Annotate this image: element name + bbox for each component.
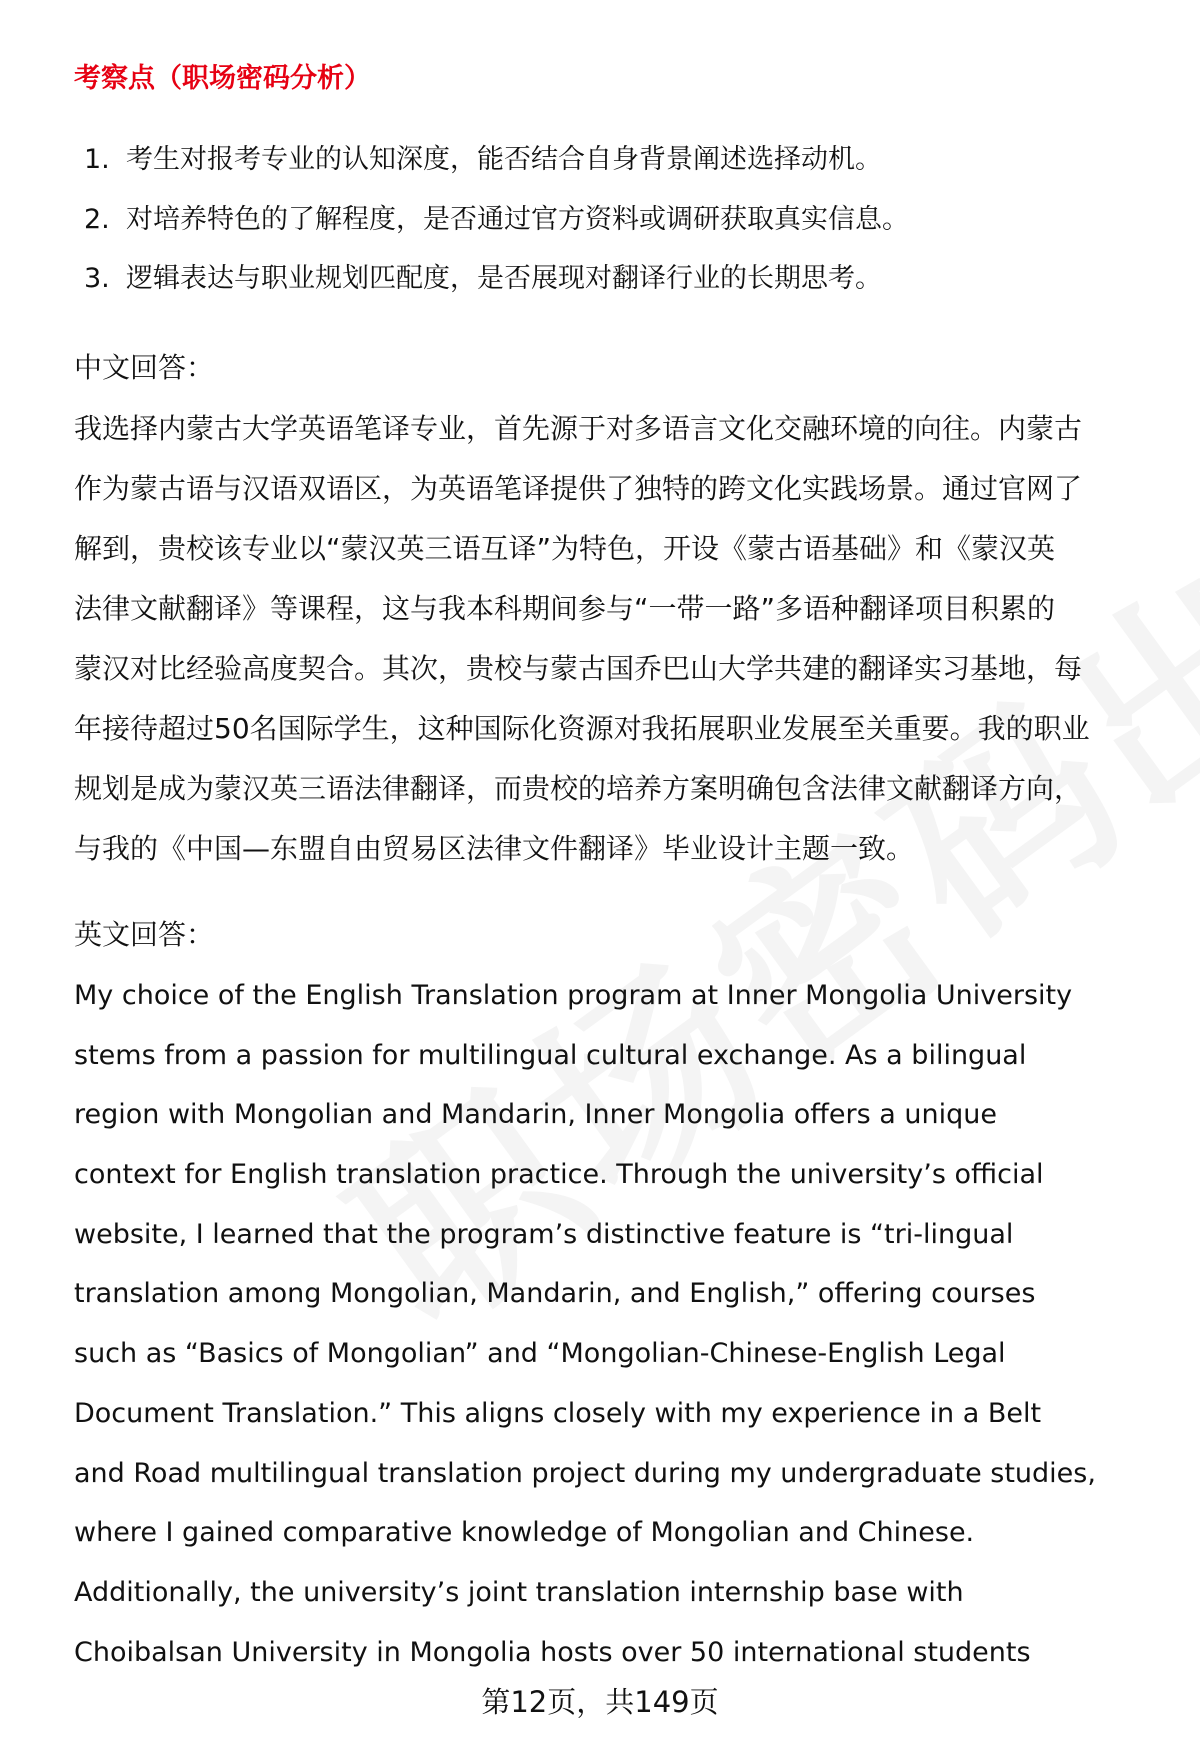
paragraph-line: translation among Mongolian, Mandarin, and English,” offering courses: [74, 1278, 1036, 1310]
list-item: [84, 249, 909, 309]
paragraph-line: 我选择内蒙古大学英语笔译专业，首先源于对多语言文化交融环境的向往。内蒙古: [74, 412, 1083, 445]
paragraph-line: where I gained comparative knowledge of Mongolian and Chinese.: [74, 1517, 975, 1549]
key-points-list: [84, 130, 909, 309]
paragraph-line: 年接待超过50名国际学生，这种国际化资源对我拓展职业发展至关重要。我的职业: [74, 712, 1090, 745]
paragraph-line: 作为蒙古语与汉语双语区，为英语笔译提供了独特的跨文化实践场景。通过官网了: [74, 472, 1083, 505]
list-item-text: 对培养特色的了解程度，是否通过官方资料或调研获取真实信息。: [126, 203, 909, 235]
paragraph-line: 解到，贵校该专业以“蒙汉英三语互译”为特色，开设《蒙古语基础》和《蒙汉英: [74, 532, 1056, 565]
english-answer-paragraph: [74, 966, 1164, 1682]
paragraph-line: 法律文献翻译》等课程，这与我本科期间参与“一带一路”多语种翻译项目积累的: [74, 592, 1056, 625]
chinese-answer-label: 中文回答：: [74, 351, 215, 384]
list-item-text: 逻辑表达与职业规划匹配度，是否展现对翻译行业的长期思考。: [126, 263, 882, 294]
list-number: 1.: [84, 144, 110, 175]
paragraph-line: such as “Basics of Mongolian” and “Mongolian-Chinese-English Legal: [74, 1338, 1006, 1370]
paragraph-line: Document Translation.” This aligns closely with my experience in a Belt: [74, 1397, 1042, 1429]
paragraph-line: stems from a passion for multilingual cultural exchange. As a bilingual: [74, 1039, 1027, 1071]
paragraph-line: Additionally, the university’s joint translation internship base with: [74, 1576, 964, 1608]
paragraph-line: 规划是成为蒙汉英三语法律翻译，而贵校的培养方案明确包含法律文献翻译方向，: [74, 772, 1083, 805]
list-item: [84, 190, 909, 250]
paragraph-line: Choibalsan University in Mongolia hosts over 50 international students: [74, 1636, 1031, 1668]
chinese-answer-paragraph: [74, 399, 1154, 879]
list-item: [84, 130, 909, 190]
list-number: 3.: [84, 263, 110, 294]
paragraph-line: website, I learned that the program’s distinctive feature is “tri-lingual: [74, 1218, 1014, 1250]
paragraph-line: 与我的《中国—东盟自由贸易区法律文件翻译》毕业设计主题一致。: [74, 832, 915, 865]
list-number: 2.: [84, 203, 110, 235]
paragraph-line: context for English translation practice. Through the university’s official: [74, 1159, 1044, 1191]
page-number-footer: 第12页，共149页: [481, 1685, 719, 1719]
paragraph-line: and Road multilingual translation project during my undergraduate studies,: [74, 1457, 1096, 1489]
list-item-text: 考生对报考专业的认知深度，能否结合自身背景阐述选择动机。: [126, 144, 882, 175]
paragraph-line: 蒙汉对比经验高度契合。其次，贵校与蒙古国乔巴山大学共建的翻译实习基地，每: [74, 652, 1083, 685]
section-title: 考察点（职场密码分析）: [74, 63, 371, 94]
paragraph-line: region with Mongolian and Mandarin, Inner Mongolia offers a unique: [74, 1099, 997, 1131]
english-answer-label: 英文回答：: [74, 918, 215, 951]
paragraph-line: My choice of the English Translation program at Inner Mongolia University: [74, 980, 1073, 1011]
